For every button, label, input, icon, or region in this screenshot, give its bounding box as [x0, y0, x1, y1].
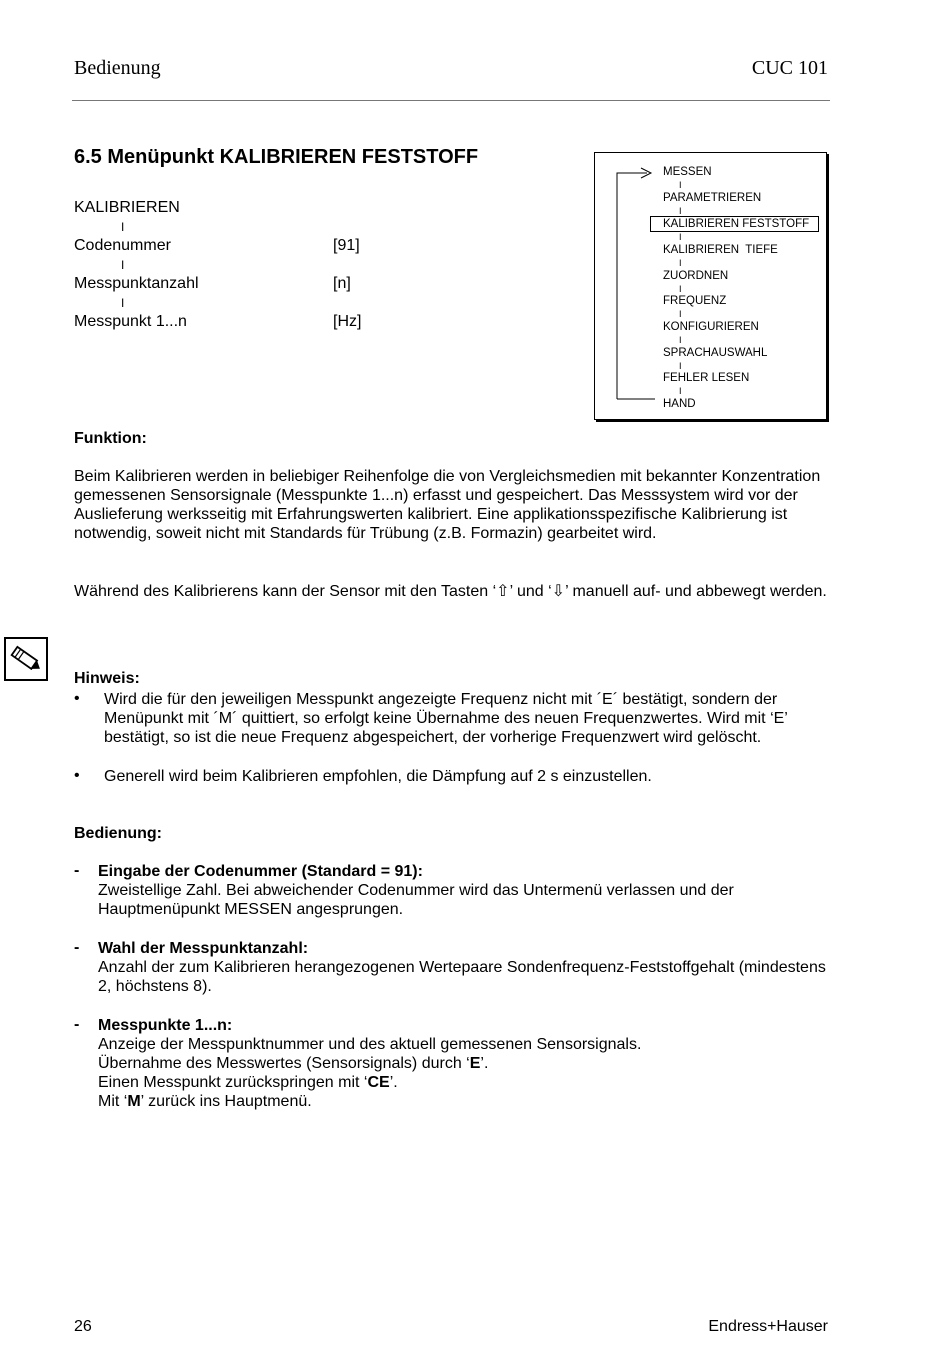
hinweis-bullet: Generell wird beim Kalibrieren empfohlen, die Dämpfung auf 2 s einzustellen. — [104, 768, 652, 785]
bedienung-item-line — [98, 1054, 838, 1073]
menu-item-sprachauswahl: SPRACHAUSWAHL — [663, 347, 768, 359]
line-text: Einen Messpunkt zurückspringen mit ‘ — [98, 1074, 368, 1091]
line-text: Übernahme des Messwertes (Sensorsignals) durch ‘ — [98, 1055, 470, 1072]
return-arrow-icon — [595, 153, 665, 403]
menu-item-frequenz: FREQUENZ — [663, 295, 727, 307]
menu-tree-connector: I — [121, 296, 125, 310]
menu-item-parametrieren: PARAMETRIEREN — [663, 192, 762, 204]
bedienung-item-title: Messpunkte 1...n: — [98, 1017, 233, 1034]
page-number: 26 — [74, 1318, 92, 1335]
menu-connector: I — [679, 284, 682, 294]
menu-tree-connector: I — [121, 258, 125, 272]
menu-tree-label: Codenummer — [74, 237, 171, 254]
bedienung-item-title: Eingabe der Codenummer (Standard = 91): — [98, 863, 423, 880]
menu-connector: I — [679, 309, 682, 319]
line-text: ’. — [389, 1074, 398, 1091]
menu-connector: I — [679, 180, 682, 190]
section-title: 6.5 Menüpunkt KALIBRIEREN FESTSTOFF — [74, 146, 479, 168]
header-rule — [72, 100, 830, 101]
bedienung-item-line — [98, 1092, 838, 1111]
header-doc-id: CUC 101 — [751, 57, 828, 79]
key-label: M — [127, 1093, 141, 1110]
note-pencil-icon — [4, 637, 48, 681]
bedienung-item-line — [98, 1073, 838, 1092]
line-text: ’. — [480, 1055, 489, 1072]
hinweis-heading: Hinweis: — [74, 670, 140, 687]
dash-marker: - — [74, 939, 80, 956]
menu-tree-root: KALIBRIEREN — [74, 199, 180, 216]
menu-connector: I — [679, 386, 682, 396]
menu-connector: I — [679, 206, 682, 216]
menu-connector: I — [679, 361, 682, 371]
menu-connector: I — [679, 232, 682, 242]
funktion-paragraph: Beim Kalibrieren werden in beliebiger Reihenfolge die von Vergleichsmedien mit bekannter Konzentration gemessenen Sensorsignale (Messpunkte 1...n) erfasst und gespeichert. Das Messsystem wird vor der Auslieferung werksseitig mit Erfahrungswerten kalibriert. Eine applikationsspezifische Kalibrierung ist notwendig, soweit nicht mit Standards für Trübung (z.B. Formazin) gearbeitet wird. — [74, 468, 821, 542]
menu-item-konfigurieren: KONFIGURIEREN — [663, 321, 759, 333]
bedienung-item-text: Zweistellige Zahl. Bei abweichender Codenummer wird das Untermenü verlassen und der Hauptmenüpunkt MESSEN angesprungen. — [98, 882, 734, 918]
bedienung-item-title: Wahl der Messpunktanzahl: — [98, 940, 309, 957]
line-text: ’ zurück ins Hauptmenü. — [140, 1093, 312, 1110]
dash-marker: - — [74, 862, 80, 879]
bedienung-item — [98, 862, 838, 919]
menu-tree-connector: I — [121, 220, 125, 234]
bedienung-heading: Bedienung: — [74, 825, 162, 842]
bedienung-item-line: Anzeige der Messpunktnummer und des aktuell gemessenen Sensorsignals. — [98, 1036, 642, 1053]
key-label: E — [469, 1055, 481, 1072]
key-label: CE — [367, 1074, 390, 1091]
menu-tree-value: [Hz] — [333, 313, 362, 330]
menu-tree-label: Messpunkt 1...n — [74, 313, 187, 330]
bullet-dot: • — [74, 767, 80, 784]
line-text: Mit ‘ — [98, 1093, 128, 1110]
menu-item-kalibrieren-tiefe: KALIBRIEREN TIEFE — [663, 244, 778, 256]
funktion-paragraph: Während des Kalibrierens kann der Sensor mit den Tasten ‘⇧’ und ‘⇩’ manuell auf- und abbewegt werden. — [74, 583, 827, 600]
bedienung-item — [98, 939, 838, 996]
menu-item-messen: MESSEN — [663, 166, 712, 178]
menu-connector: I — [679, 258, 682, 268]
menu-item-fehler-lesen: FEHLER LESEN — [663, 372, 750, 384]
dash-marker: - — [74, 1016, 80, 1033]
bedienung-item — [98, 1016, 838, 1111]
bullet-dot: • — [74, 690, 80, 707]
bedienung-item-text: Anzahl der zum Kalibrieren herangezogenen Wertepaare Sondenfrequenz-Feststoffgehalt (mindestens 2, höchstens 8). — [98, 959, 826, 995]
header-section: Bedienung — [74, 57, 161, 79]
main-menu-diagram — [594, 152, 827, 420]
menu-tree-value: [91] — [333, 237, 360, 254]
hinweis-bullet: Wird die für den jeweiligen Messpunkt angezeigte Frequenz nicht mit ´E´ bestätigt, sondern der Menüpunkt mit ´M´ quittiert, so erfolgt keine Übernahme des neuen Frequenzwertes. Wird mit ‘E’ bestätigt, so ist die neue Frequenz abgespeichert, der vorherige Frequenzwert wird gelöscht. — [104, 691, 788, 746]
menu-item-zuordnen: ZUORDNEN — [663, 270, 729, 282]
menu-tree-value: [n] — [333, 275, 351, 292]
footer-brand: Endress+Hauser — [708, 1318, 828, 1335]
funktion-heading: Funktion: — [74, 430, 147, 447]
menu-item-hand: HAND — [663, 398, 696, 410]
menu-item-kalibrieren-feststoff: KALIBRIEREN FESTSTOFF — [650, 216, 819, 232]
menu-connector: I — [679, 335, 682, 345]
menu-tree-label: Messpunktanzahl — [74, 275, 199, 292]
